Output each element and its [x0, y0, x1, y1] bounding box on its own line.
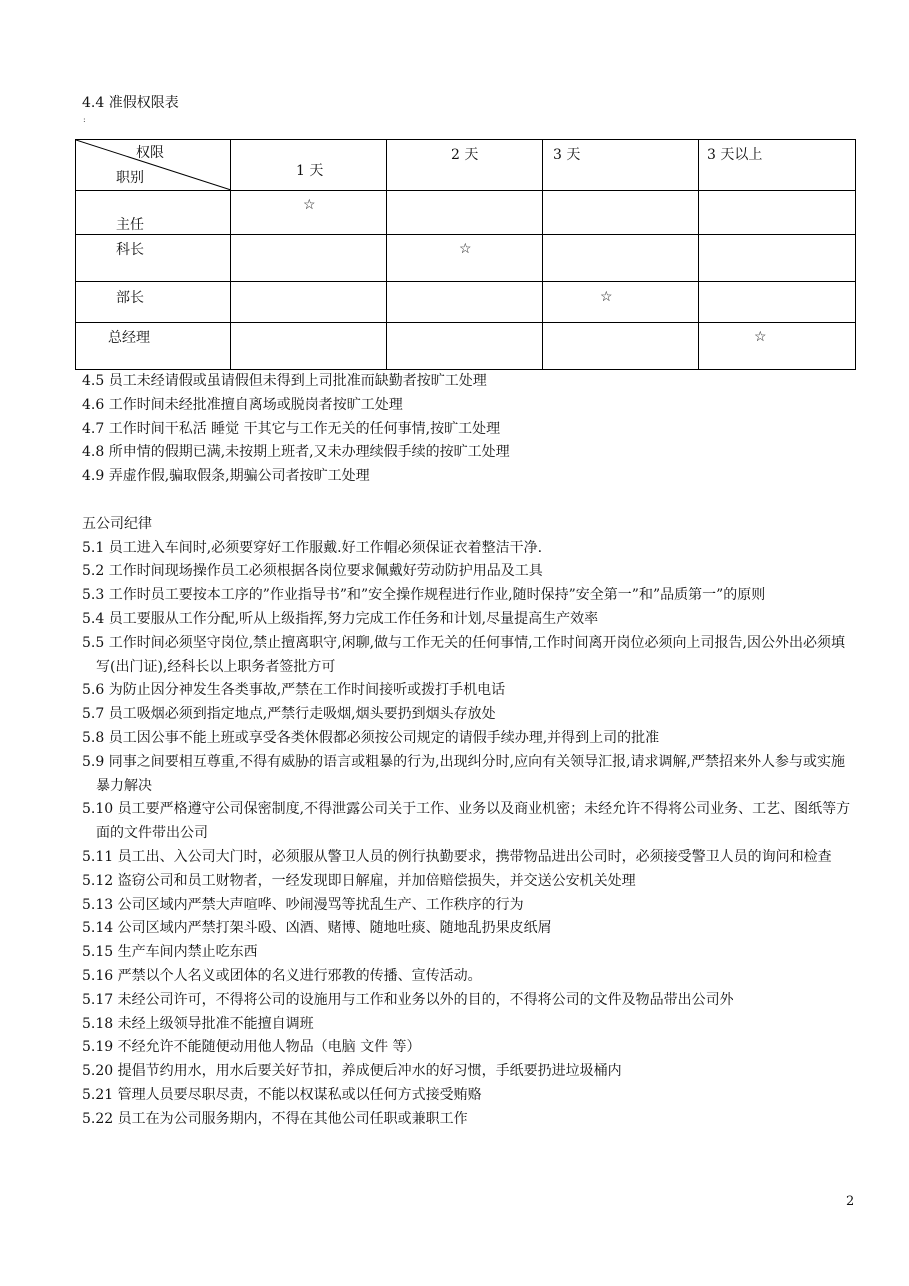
row-role-name: 科长 [116, 242, 144, 258]
table-row [76, 323, 856, 370]
section5-title: 五公司纪律 [82, 515, 152, 532]
rule-item: 4.7 工作时间干私活 睡觉 干其它与工作无关的任何事情,按旷工处理 [82, 420, 501, 437]
rule-item: 5.1 员工进入车间时,必须要穿好工作服戴.好工作帽必须保证衣着整洁干净. [82, 539, 543, 556]
rule-item: 4.6 工作时间未经批准擅自离场或脱岗者按旷工处理 [82, 396, 403, 413]
rule-item: 5.22 员工在为公司服务期内，不得在其他公司任职或兼职工作 [82, 1110, 468, 1127]
rule-item: 5.15 生产车间内禁止吃东西 [82, 944, 258, 961]
rule-item: 4.8 所申情的假期已满,未按期上班者,又未办理续假手续的按旷工处理 [82, 444, 510, 461]
rule-item: 5.5 工作时间必须坚守岗位,禁止擅离职守,闲聊,做与工作无关的任何事情,工作时间离开岗位必须向上司报告,因公外出必须填写(出门证),经科长以上职务者签批方可 [82, 634, 845, 675]
row-role-name: 部长 [116, 290, 144, 306]
table-row [76, 282, 856, 323]
table-row [76, 235, 856, 282]
star-icon: ☆ [303, 197, 316, 213]
rule-item: 5.6 为防止因分神发生各类事故,严禁在工作时间接听或拨打手机电话 [82, 682, 506, 699]
rule-item: 5.17 未经公司许可，不得将公司的设施用与工作和业务以外的目的，不得将公司的文件及物品带出公司外 [82, 991, 734, 1008]
marker: : [83, 115, 86, 124]
rule-item: 5.21 管理人员要尽职尽责，不能以权谋私或以任何方式接受贿赂 [82, 1086, 482, 1103]
rule-item: 5.3 工作时员工要按本工序的”作业指导书”和”安全操作规程进行作业,随时保持”安全第一”和”品质第一”的原则 [82, 587, 766, 604]
rule-item: 5.8 员工因公事不能上班或享受各类休假都必须按公司规定的请假手续办理,并得到上司的批准 [82, 729, 660, 746]
star-icon: ☆ [754, 329, 767, 345]
diagonal-header-cell [76, 140, 231, 191]
column-header: 3 天 [543, 140, 699, 191]
column-header: 3 天以上 [699, 140, 856, 191]
header-permission-label: 权限 [136, 145, 164, 161]
rule-item: 5.13 公司区域内严禁大声喧哗、吵闹漫骂等扰乱生产、工作秩序的行为 [82, 896, 524, 913]
column-header: 1 天 [231, 140, 387, 191]
rule-item: 5.16 严禁以个人名义或团体的名义进行邪教的传播、宣传活动。 [82, 967, 482, 984]
rule-item: 5.2 工作时间现场操作员工必须根据各岗位要求佩戴好劳动防护用品及工具 [82, 563, 543, 580]
rule-item: 4.5 员工未经请假或虽请假但未得到上司批准而缺勤者按旷工处理 [82, 373, 487, 389]
table-header-row [76, 140, 856, 191]
rule-item: 5.7 员工吸烟必须到指定地点,严禁行走吸烟,烟头要扔到烟头存放处 [82, 706, 496, 723]
rules-body [82, 370, 857, 1132]
rule-item: 5.9 同事之间要相互尊重,不得有威胁的语言或粗暴的行为,出现纠分时,应向有关领导汇报,请求调解,严禁招来外人参与或实施暴力解决 [82, 753, 845, 794]
section-title: 4.4 准假权限表 [82, 95, 179, 111]
column-header: 2 天 [387, 140, 543, 191]
spacer [82, 489, 857, 513]
rule-item: 5.20 提倡节约用水，用水后要关好节扣，养成便后冲水的好习惯，手纸要扔进垃圾桶内 [82, 1063, 622, 1080]
row-role-name: 主任 [116, 217, 144, 233]
rule-item: 5.10 员工要严格遵守公司保密制度,不得泄露公司关于工作、业务以及商业机密；未经允许不得将公司业务、工艺、图纸等方面的文件带出公司 [82, 801, 851, 842]
rule-item: 5.14 公司区域内严禁打架斗殴、凶酒、赌博、随地吐痰、随地乱扔果皮纸屑 [82, 920, 552, 937]
rule-item: 5.19 不经允许不能随便动用他人物品（电脑 文件 等） [82, 1039, 421, 1056]
star-icon: ☆ [600, 289, 613, 305]
table-row [76, 191, 856, 235]
star-icon: ☆ [459, 241, 472, 257]
rule-item: 5.12 盗窃公司和员工财物者，一经发现即日解雇，并加倍赔偿损失，并交送公安机关处理 [82, 872, 636, 889]
rule-item: 4.9 弄虚作假,骗取假条,期骗公司者按旷工处理 [82, 468, 370, 485]
leave-permission-table [75, 139, 856, 370]
page-number: 2 [846, 1194, 855, 1209]
row-role-name: 总经理 [108, 330, 150, 346]
rule-item: 5.4 员工要服从工作分配,听从上级指挥,努力完成工作任务和计划,尽量提高生产效率 [82, 610, 599, 627]
header-role-label: 职别 [116, 170, 144, 186]
rule-item: 5.18 未经上级领导批准不能擅自调班 [82, 1015, 314, 1032]
rule-item: 5.11 员工出、入公司大门时，必须服从警卫人员的例行执勤要求，携带物品进出公司时，必须接受警卫人员的询问和检查 [82, 848, 832, 865]
